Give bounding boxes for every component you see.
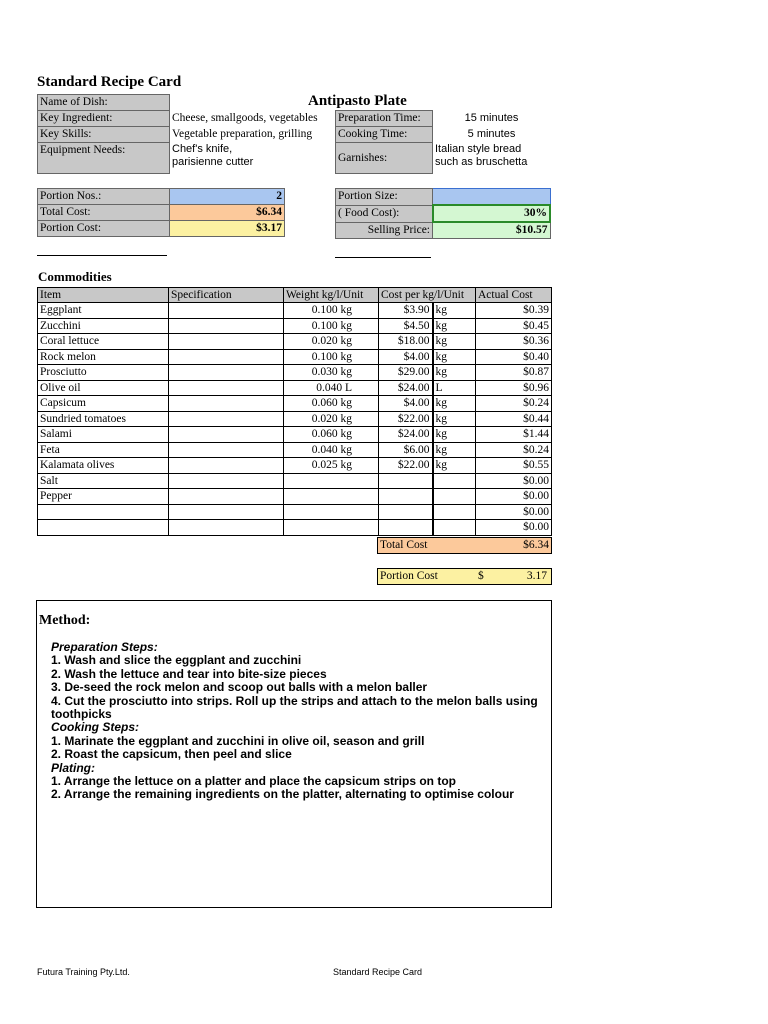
value-garnishes[interactable]: Italian style bread such as bruschetta <box>435 142 528 168</box>
cell-unit[interactable] <box>433 504 476 520</box>
label-preparation-time: Preparation Time: <box>336 111 433 127</box>
info-left <box>37 94 333 174</box>
footer-company: Futura Training Pty.Ltd. <box>37 967 130 977</box>
signature-line-right <box>335 239 431 258</box>
cell-unit[interactable] <box>433 489 476 505</box>
value-key-ingredient[interactable]: Cheese, smallgoods, vegetables <box>172 112 318 124</box>
cell-specification[interactable] <box>169 303 284 319</box>
prep-steps: 1. Wash and slice the eggplant and zucchini 2. Wash the lettuce and tear into bite-size pieces 3. De-seed the rock melon and scoop out balls with a melon baller 4. Cut the prosciutto into strips. Roll up the strips and attach to the melon balls using toothpicks <box>51 653 538 722</box>
plate-steps: 1. Arrange the lettuce on a platter and place the capsicum strips on top 2. Arrange the remaining ingredients on the platter, alternating to optimise colour <box>51 774 514 802</box>
cell-item[interactable]: Zucchini <box>38 318 169 334</box>
cell-weight[interactable]: 0.100 kg <box>284 349 379 365</box>
cell-unit[interactable]: L <box>433 380 476 396</box>
cell-actual-cost[interactable]: $0.00 <box>476 520 552 536</box>
cell-item[interactable] <box>38 504 169 520</box>
cell-item[interactable]: Eggplant <box>38 303 169 319</box>
cell-item[interactable] <box>38 520 169 536</box>
cell-item[interactable]: Kalamata olives <box>38 458 169 474</box>
cell-weight[interactable]: 0.040 L <box>284 380 379 396</box>
cell-cost[interactable]: $22.00 <box>379 411 433 427</box>
table-row <box>38 334 552 350</box>
portion-cost-currency: $ <box>478 570 484 582</box>
cell-weight[interactable]: 0.020 kg <box>284 411 379 427</box>
cell-specification[interactable] <box>169 504 284 520</box>
value-key-skills[interactable]: Vegetable preparation, grilling <box>172 128 313 140</box>
cell-unit[interactable] <box>433 473 476 489</box>
cell-weight[interactable]: 0.040 kg <box>284 442 379 458</box>
cell-cost[interactable] <box>379 504 433 520</box>
cell-cost[interactable]: $6.00 <box>379 442 433 458</box>
value-portion-nos[interactable]: 2 <box>170 189 285 205</box>
cell-specification[interactable] <box>169 458 284 474</box>
label-name-of-dish: Name of Dish: <box>38 95 170 111</box>
cell-actual-cost[interactable]: $0.24 <box>476 442 552 458</box>
col-cost-per-unit: Cost per kg/l/Unit <box>379 288 476 303</box>
cell-weight[interactable] <box>284 520 379 536</box>
col-weight: Weight kg/l/Unit <box>284 288 379 303</box>
cell-actual-cost[interactable]: $0.87 <box>476 365 552 381</box>
cell-unit[interactable]: kg <box>433 365 476 381</box>
cell-weight[interactable]: 0.025 kg <box>284 458 379 474</box>
cell-actual-cost[interactable]: $0.00 <box>476 473 552 489</box>
cell-weight[interactable]: 0.030 kg <box>284 365 379 381</box>
cell-cost[interactable]: $29.00 <box>379 365 433 381</box>
label-garnishes: Garnishes: <box>336 143 433 174</box>
cell-item[interactable]: Coral lettuce <box>38 334 169 350</box>
cell-specification[interactable] <box>169 411 284 427</box>
label-key-skills: Key Skills: <box>38 127 170 143</box>
cell-cost[interactable]: $4.50 <box>379 318 433 334</box>
cell-weight[interactable]: 0.060 kg <box>284 427 379 443</box>
cell-cost[interactable] <box>379 489 433 505</box>
cell-actual-cost[interactable]: $0.39 <box>476 303 552 319</box>
cell-actual-cost[interactable]: $0.96 <box>476 380 552 396</box>
label-portion-cost: Portion Cost: <box>38 221 170 237</box>
commodities-body <box>38 303 552 536</box>
cell-specification[interactable] <box>169 334 284 350</box>
cell-weight[interactable] <box>284 504 379 520</box>
cell-item[interactable]: Sundried tomatoes <box>38 411 169 427</box>
cell-actual-cost[interactable]: $0.24 <box>476 396 552 412</box>
method-title: Method: <box>39 613 91 628</box>
table-row <box>38 504 552 520</box>
cell-weight[interactable] <box>284 473 379 489</box>
value-portion-cost: $3.17 <box>170 221 285 237</box>
cell-cost[interactable]: $18.00 <box>379 334 433 350</box>
value-preparation-time[interactable]: 15 minutes <box>464 112 519 124</box>
label-portion-nos: Portion Nos.: <box>38 189 170 205</box>
cell-item[interactable]: Rock melon <box>38 349 169 365</box>
cell-actual-cost[interactable]: $0.36 <box>476 334 552 350</box>
portion-cost-row <box>377 568 552 585</box>
info-right <box>335 110 551 174</box>
portion-cost-label: Portion Cost <box>380 570 438 582</box>
cell-actual-cost[interactable]: $0.45 <box>476 318 552 334</box>
label-food-cost: ( Food Cost): <box>336 205 433 222</box>
card-title: Standard Recipe Card <box>37 74 182 90</box>
cell-actual-cost[interactable]: $0.40 <box>476 349 552 365</box>
cell-item[interactable]: Prosciutto <box>38 365 169 381</box>
cell-unit[interactable]: kg <box>433 458 476 474</box>
cell-specification[interactable] <box>169 520 284 536</box>
value-cooking-time[interactable]: 5 minutes <box>467 128 516 140</box>
table-row <box>38 473 552 489</box>
cell-specification[interactable] <box>169 427 284 443</box>
cell-cost[interactable]: $4.00 <box>379 349 433 365</box>
cell-cost[interactable] <box>379 473 433 489</box>
cell-unit[interactable]: kg <box>433 427 476 443</box>
cell-specification[interactable] <box>169 442 284 458</box>
cell-unit[interactable]: kg <box>433 318 476 334</box>
value-portion-size[interactable] <box>433 189 551 206</box>
table-row <box>38 442 552 458</box>
cook-steps: 1. Marinate the eggplant and zucchini in olive oil, season and grill 2. Roast the capsicum, then peel and slice <box>51 733 425 762</box>
cell-item[interactable]: Feta <box>38 442 169 458</box>
label-equipment-needs: Equipment Needs: <box>38 143 170 174</box>
value-equipment-needs[interactable]: Chef's knife, parisienne cutter <box>172 142 254 168</box>
col-actual-cost: Actual Cost <box>476 288 552 303</box>
table-row <box>38 318 552 334</box>
cell-cost[interactable]: $24.00 <box>379 380 433 396</box>
cell-specification[interactable] <box>169 396 284 412</box>
prep-heading: Preparation Steps: <box>51 640 158 654</box>
label-cooking-time: Cooking Time: <box>336 127 433 143</box>
table-row <box>38 427 552 443</box>
cell-unit[interactable] <box>433 520 476 536</box>
cell-actual-cost[interactable]: $0.55 <box>476 458 552 474</box>
cell-cost[interactable]: $24.00 <box>379 427 433 443</box>
cell-weight[interactable]: 0.100 kg <box>284 303 379 319</box>
cell-weight[interactable]: 0.100 kg <box>284 318 379 334</box>
costing-right <box>335 188 551 258</box>
table-row <box>38 303 552 319</box>
cell-specification[interactable] <box>169 365 284 381</box>
total-cost-row <box>377 537 552 554</box>
cell-specification[interactable] <box>169 380 284 396</box>
cell-item[interactable]: Pepper <box>38 489 169 505</box>
cell-unit[interactable]: kg <box>433 396 476 412</box>
cell-cost[interactable]: $3.90 <box>379 303 433 319</box>
label-key-ingredient: Key Ingredient: <box>38 111 170 127</box>
cell-item[interactable]: Capsicum <box>38 396 169 412</box>
cell-specification[interactable] <box>169 349 284 365</box>
cell-actual-cost[interactable]: $0.00 <box>476 489 552 505</box>
cell-weight[interactable]: 0.060 kg <box>284 396 379 412</box>
costing-left <box>37 188 285 256</box>
col-specification: Specification <box>169 288 284 303</box>
cell-unit[interactable]: kg <box>433 303 476 319</box>
table-row <box>38 520 552 536</box>
label-total-cost: Total Cost: <box>38 205 170 221</box>
total-cost-value: $6.34 <box>523 539 549 551</box>
cell-specification[interactable] <box>169 473 284 489</box>
table-row <box>38 380 552 396</box>
portion-cost-value: 3.17 <box>526 570 547 582</box>
value-total-cost: $6.34 <box>170 205 285 221</box>
table-row <box>38 349 552 365</box>
cell-weight[interactable]: 0.020 kg <box>284 334 379 350</box>
cell-actual-cost[interactable]: $1.44 <box>476 427 552 443</box>
cell-unit[interactable]: kg <box>433 442 476 458</box>
method-box <box>36 600 552 908</box>
commodities-title: Commodities <box>38 269 112 284</box>
table-row <box>38 396 552 412</box>
cell-unit[interactable]: kg <box>433 411 476 427</box>
cell-actual-cost[interactable]: $0.00 <box>476 504 552 520</box>
table-row <box>38 489 552 505</box>
col-item: Item <box>38 288 169 303</box>
plate-heading: Plating: <box>51 760 95 775</box>
label-portion-size: Portion Size: <box>336 189 433 206</box>
cell-cost[interactable]: $4.00 <box>379 396 433 412</box>
cell-item[interactable]: Olive oil <box>38 380 169 396</box>
footer-title: Standard Recipe Card <box>333 967 423 977</box>
label-selling-price: Selling Price: <box>336 222 433 239</box>
commodities-table <box>37 287 552 536</box>
method-body <box>51 641 541 802</box>
cell-unit[interactable]: kg <box>433 349 476 365</box>
table-row <box>38 458 552 474</box>
table-row <box>38 411 552 427</box>
total-cost-label: Total Cost <box>380 539 428 551</box>
cell-actual-cost[interactable]: $0.44 <box>476 411 552 427</box>
signature-line-left <box>37 237 167 256</box>
dish-name: Antipasto Plate <box>308 93 407 109</box>
cell-specification[interactable] <box>169 318 284 334</box>
table-row <box>38 365 552 381</box>
cell-cost[interactable]: $22.00 <box>379 458 433 474</box>
cell-item[interactable]: Salt <box>38 473 169 489</box>
cell-cost[interactable] <box>379 520 433 536</box>
value-selling-price: $10.57 <box>433 222 551 239</box>
value-name-of-dish[interactable] <box>170 95 333 111</box>
cell-unit[interactable]: kg <box>433 334 476 350</box>
cell-specification[interactable] <box>169 489 284 505</box>
cook-heading: Cooking Steps: <box>51 720 140 735</box>
cell-item[interactable]: Salami <box>38 427 169 443</box>
cell-weight[interactable] <box>284 489 379 505</box>
value-food-cost[interactable]: 30% <box>433 205 551 222</box>
